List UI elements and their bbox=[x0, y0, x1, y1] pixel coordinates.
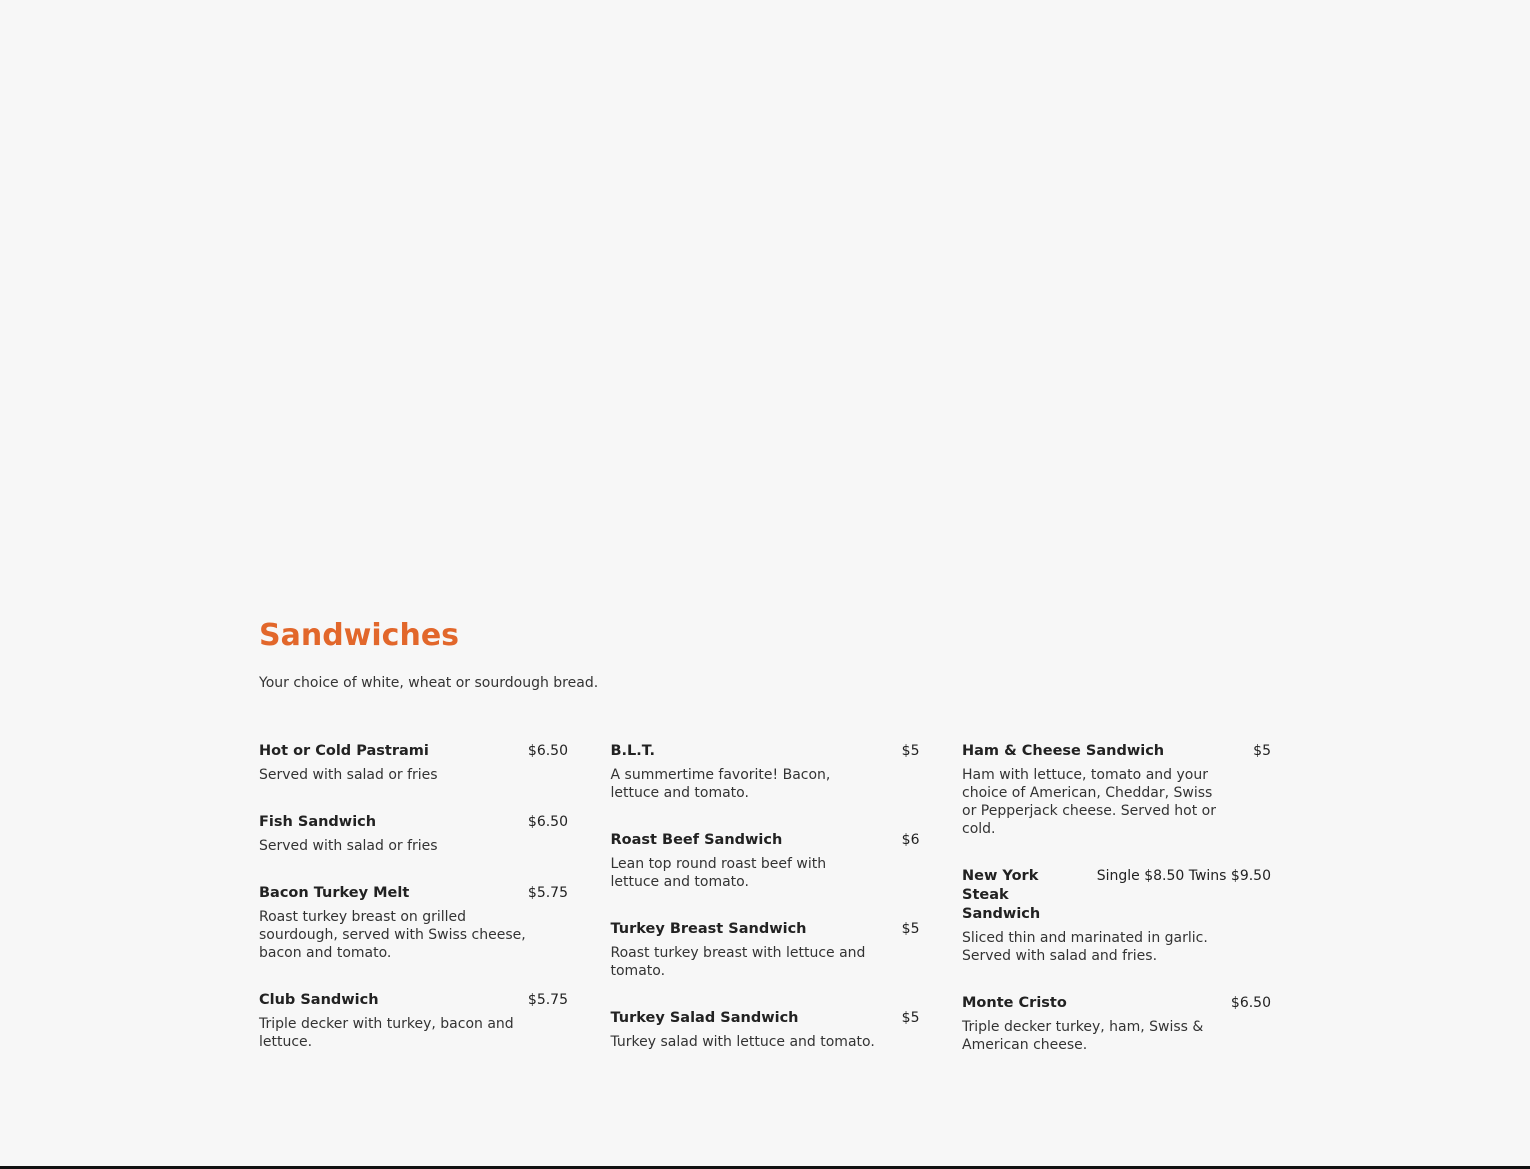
menu-column-3 bbox=[962, 742, 1271, 1083]
section-title: Sandwiches bbox=[259, 618, 460, 653]
menu-item bbox=[611, 920, 920, 980]
menu-item-description: A summertime favorite! Bacon, lettuce and tomato. bbox=[610, 767, 831, 801]
menu-item-price: $6.50 bbox=[527, 743, 568, 759]
menu-item bbox=[259, 884, 568, 962]
menu-item-description: Sliced thin and marinated in garlic. Served with salad and fries. bbox=[962, 930, 1208, 964]
menu-item-name: Turkey Salad Sandwich bbox=[610, 1010, 799, 1026]
menu-item-header bbox=[259, 813, 568, 832]
menu-item-description: Roast turkey breast with lettuce and tomato. bbox=[610, 945, 866, 979]
menu-item-name: Roast Beef Sandwich bbox=[610, 832, 783, 848]
menu-item-price: $6.50 bbox=[1230, 995, 1271, 1011]
menu-item-price: $5 bbox=[1253, 743, 1271, 759]
menu-item bbox=[611, 1009, 920, 1051]
menu-item-header bbox=[611, 742, 920, 761]
menu-item bbox=[962, 994, 1271, 1054]
menu-item-description: Ham with lettuce, tomato and your choice of American, Cheddar, Swiss or Pepperjack cheese. Served hot or cold. bbox=[962, 767, 1216, 837]
section-subtitle: Your choice of white, wheat or sourdough bread. bbox=[259, 675, 599, 691]
menu-item-name: Bacon Turkey Melt bbox=[259, 885, 410, 901]
menu-item-name: New York Steak Sandwich bbox=[962, 868, 1041, 922]
menu-item-header bbox=[962, 994, 1271, 1013]
menu-item-name: Monte Cristo bbox=[962, 995, 1067, 1011]
menu-item-name: Turkey Breast Sandwich bbox=[610, 921, 807, 937]
menu-item-header bbox=[962, 867, 1271, 924]
menu-item-name: B.L.T. bbox=[610, 743, 656, 759]
menu-item bbox=[611, 831, 920, 891]
menu-item-price: $5.75 bbox=[527, 885, 568, 901]
menu-item-header bbox=[611, 1009, 920, 1028]
sandwiches-section bbox=[259, 616, 1271, 1053]
menu-item-description: Triple decker turkey, ham, Swiss & American cheese. bbox=[962, 1019, 1204, 1053]
menu-item-price: $5 bbox=[901, 921, 920, 937]
menu-columns bbox=[259, 742, 1271, 1083]
menu-item-name: Hot or Cold Pastrami bbox=[259, 743, 429, 759]
menu-item-price: $5.75 bbox=[527, 992, 568, 1008]
menu-item-header bbox=[259, 742, 568, 761]
menu-item-header bbox=[259, 991, 568, 1010]
menu-item bbox=[259, 742, 568, 784]
menu-item bbox=[962, 742, 1271, 838]
menu-item-header bbox=[611, 831, 920, 850]
menu-item-name: Fish Sandwich bbox=[259, 814, 377, 830]
menu-item-price: $5 bbox=[901, 1010, 920, 1026]
menu-item bbox=[611, 742, 920, 802]
menu-item-price: $5 bbox=[901, 743, 920, 759]
menu-item-name: Club Sandwich bbox=[259, 992, 379, 1008]
menu-item-price: $6.50 bbox=[527, 814, 568, 830]
menu-item-price: $6 bbox=[901, 832, 920, 848]
menu-item-description: Turkey salad with lettuce and tomato. bbox=[610, 1034, 875, 1050]
menu-item bbox=[962, 867, 1271, 965]
menu-item-name: Ham & Cheese Sandwich bbox=[962, 743, 1165, 759]
menu-item bbox=[259, 991, 568, 1051]
menu-column-1 bbox=[259, 742, 568, 1083]
menu-item-description: Served with salad or fries bbox=[259, 838, 438, 854]
menu-item-description: Served with salad or fries bbox=[259, 767, 438, 783]
menu-item-description: Lean top round roast beef with lettuce and tomato. bbox=[610, 856, 827, 890]
menu-item-description: Roast turkey breast on grilled sourdough, served with Swiss cheese, bacon and tomato. bbox=[259, 909, 526, 961]
menu-item bbox=[259, 813, 568, 855]
menu-item-header bbox=[259, 884, 568, 903]
menu-column-2 bbox=[611, 742, 920, 1083]
menu-item-description: Triple decker with turkey, bacon and lettuce. bbox=[259, 1016, 514, 1050]
menu-item-price: Single $8.50 Twins $9.50 bbox=[1096, 868, 1271, 884]
menu-item-header bbox=[611, 920, 920, 939]
menu-item-header bbox=[962, 742, 1271, 761]
